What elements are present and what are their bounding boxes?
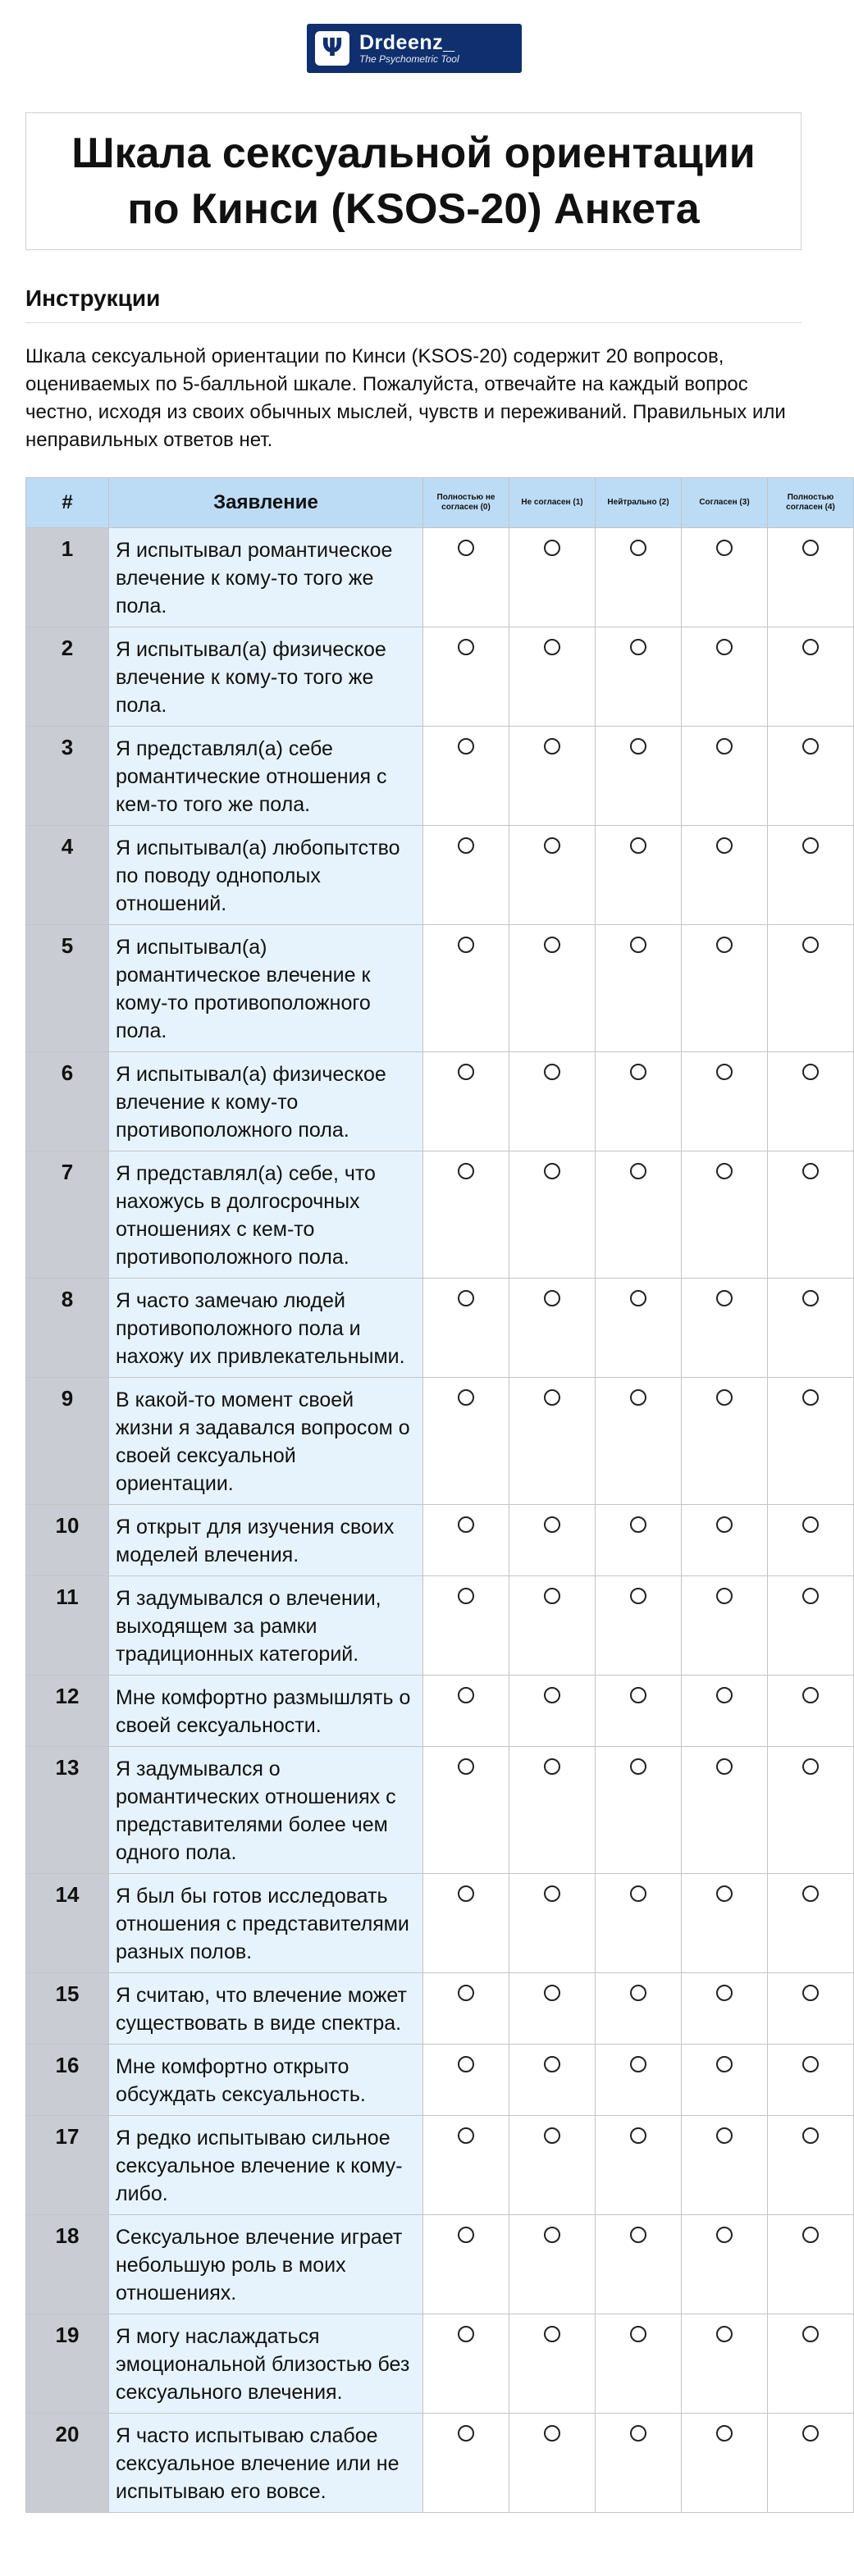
option-cell: [682, 1676, 768, 1747]
option-cell: [768, 1973, 854, 2045]
statement-text: Я представлял(а) себе, что нахожусь в долгосрочных отношениях с кем-то противоположного пола.: [109, 1151, 423, 1279]
radio-button-option-2[interactable]: [630, 2425, 646, 2442]
page-title: Шкала сексуальной ориентации по Кинси (KSOS-20) Анкета: [71, 130, 756, 233]
table-row: [26, 2116, 854, 2215]
radio-button-option-1[interactable]: [544, 1885, 560, 1902]
radio-button-option-1[interactable]: [544, 1064, 560, 1080]
radio-button-option-2[interactable]: [630, 1064, 646, 1080]
radio-button-option-3[interactable]: [716, 2056, 733, 2072]
row-number: 16: [26, 2045, 109, 2116]
option-cell: [768, 1874, 854, 1973]
option-cell: [509, 1151, 596, 1279]
instructions-heading: Инструкции: [25, 285, 161, 311]
row-number: 14: [26, 1874, 109, 1973]
table-row: [26, 1505, 854, 1576]
statement-text: Я открыт для изучения своих моделей влечения.: [109, 1505, 423, 1576]
row-number: 5: [26, 925, 109, 1052]
statement-text: Я могу наслаждаться эмоциональной близостью без сексуального влечения.: [109, 2314, 423, 2414]
radio-button-option-0[interactable]: [458, 2425, 474, 2442]
radio-button-option-2[interactable]: [630, 2127, 646, 2144]
radio-button-option-4[interactable]: [802, 1516, 819, 1533]
row-number: 8: [26, 1279, 109, 1378]
radio-button-option-2[interactable]: [630, 540, 646, 556]
radio-button-option-3[interactable]: [716, 1516, 733, 1533]
table-row: [26, 1874, 854, 1973]
option-cell: [768, 2314, 854, 2414]
col-header-statement: Заявление: [109, 478, 423, 528]
option-cell: [509, 2414, 596, 2513]
radio-button-option-0[interactable]: [458, 1064, 474, 1080]
option-cell: [682, 826, 768, 925]
option-cell: [423, 1279, 509, 1378]
option-cell: [768, 2215, 854, 2314]
row-number: 19: [26, 2314, 109, 2414]
option-cell: [682, 2215, 768, 2314]
radio-button-option-4[interactable]: [802, 1163, 819, 1179]
option-cell: [682, 1747, 768, 1874]
radio-button-option-0[interactable]: [458, 1516, 474, 1533]
psi-logo-icon: Ψ: [315, 31, 349, 66]
radio-button-option-0[interactable]: [458, 1985, 474, 2001]
radio-button-option-3[interactable]: [716, 1163, 733, 1179]
option-cell: [596, 2215, 682, 2314]
option-cell: [768, 2116, 854, 2215]
table-row: [26, 925, 854, 1052]
statement-text: В какой-то момент своей жизни я задавался вопросом о своей сексуальной ориентации.: [109, 1378, 423, 1505]
radio-button-option-4[interactable]: [802, 1687, 819, 1703]
radio-button-option-1[interactable]: [544, 1516, 560, 1533]
row-number: 4: [26, 826, 109, 925]
option-cell: [596, 1052, 682, 1151]
option-cell: [509, 1676, 596, 1747]
option-cell: [423, 1505, 509, 1576]
radio-button-option-2[interactable]: [630, 738, 646, 755]
statement-text: Я редко испытываю сильное сексуальное влечение к кому-либо.: [109, 2116, 423, 2215]
radio-button-option-2[interactable]: [630, 1389, 646, 1406]
option-cell: [423, 727, 509, 826]
radio-button-option-4[interactable]: [802, 639, 819, 655]
option-cell: [509, 1378, 596, 1505]
col-header-option-2: Нейтрально (2): [596, 478, 682, 528]
radio-button-option-4[interactable]: [802, 1758, 819, 1775]
radio-button-option-1[interactable]: [544, 1588, 560, 1604]
option-cell: [768, 925, 854, 1052]
option-cell: [682, 2116, 768, 2215]
option-cell: [682, 528, 768, 627]
radio-button-option-1[interactable]: [544, 2127, 560, 2144]
radio-button-option-1[interactable]: [544, 639, 560, 655]
radio-button-option-2[interactable]: [630, 1588, 646, 1604]
option-cell: [423, 1576, 509, 1676]
option-cell: [768, 1747, 854, 1874]
radio-button-option-2[interactable]: [630, 937, 646, 953]
brand-logo: [307, 24, 522, 73]
option-cell: [509, 2045, 596, 2116]
table-row: [26, 826, 854, 925]
radio-button-option-4[interactable]: [802, 2056, 819, 2072]
row-number: 13: [26, 1747, 109, 1874]
table-header-row: [26, 478, 854, 528]
brand-tagline: The Psychometric Tool: [359, 52, 459, 65]
option-cell: [768, 528, 854, 627]
option-cell: [682, 1279, 768, 1378]
table-row: [26, 2045, 854, 2116]
radio-button-option-2[interactable]: [630, 1985, 646, 2001]
radio-button-option-1[interactable]: [544, 540, 560, 556]
radio-button-option-4[interactable]: [802, 738, 819, 755]
radio-button-option-2[interactable]: [630, 2056, 646, 2072]
col-header-number: #: [26, 478, 109, 528]
option-cell: [423, 1151, 509, 1279]
statement-text: Я задумывался о влечении, выходящем за рамки традиционных категорий.: [109, 1576, 423, 1676]
radio-button-option-3[interactable]: [716, 837, 733, 854]
option-cell: [768, 1505, 854, 1576]
option-cell: [509, 1052, 596, 1151]
row-number: 7: [26, 1151, 109, 1279]
statement-text: Я испытывал(а) любопытство по поводу однополых отношений.: [109, 826, 423, 925]
option-cell: [509, 2116, 596, 2215]
option-cell: [768, 727, 854, 826]
radio-button-option-1[interactable]: [544, 2227, 560, 2243]
option-cell: [682, 627, 768, 727]
radio-button-option-1[interactable]: [544, 2326, 560, 2342]
option-cell: [423, 2414, 509, 2513]
table-row: [26, 1676, 854, 1747]
radio-button-option-3[interactable]: [716, 1885, 733, 1902]
table-row: [26, 1151, 854, 1279]
row-number: 10: [26, 1505, 109, 1576]
row-number: 11: [26, 1576, 109, 1676]
radio-button-option-4[interactable]: [802, 1985, 819, 2001]
radio-button-option-3[interactable]: [716, 937, 733, 953]
option-cell: [596, 925, 682, 1052]
radio-button-option-1[interactable]: [544, 2425, 560, 2442]
row-number: 20: [26, 2414, 109, 2513]
radio-button-option-0[interactable]: [458, 1687, 474, 1703]
option-cell: [509, 1747, 596, 1874]
row-number: 18: [26, 2215, 109, 2314]
radio-button-option-1[interactable]: [544, 1687, 560, 1703]
radio-button-option-3[interactable]: [716, 2425, 733, 2442]
option-cell: [423, 2116, 509, 2215]
option-cell: [596, 2045, 682, 2116]
option-cell: [596, 826, 682, 925]
option-cell: [682, 2314, 768, 2414]
statement-text: Я испытывал(а) романтическое влечение к кому-то противоположного пола.: [109, 925, 423, 1052]
option-cell: [509, 1279, 596, 1378]
row-number: 17: [26, 2116, 109, 2215]
radio-button-option-1[interactable]: [544, 1163, 560, 1179]
option-cell: [682, 1052, 768, 1151]
option-cell: [596, 1505, 682, 1576]
radio-button-option-0[interactable]: [458, 1290, 474, 1306]
statement-text: Мне комфортно открыто обсуждать сексуальность.: [109, 2045, 423, 2116]
option-cell: [768, 1676, 854, 1747]
radio-button-option-0[interactable]: [458, 2056, 474, 2072]
statement-text: Я испытывал(а) физическое влечение к кому-то противоположного пола.: [109, 1052, 423, 1151]
table-row: [26, 2414, 854, 2513]
option-cell: [423, 1378, 509, 1505]
radio-button-option-2[interactable]: [630, 837, 646, 854]
option-cell: [423, 1676, 509, 1747]
table-row: [26, 1279, 854, 1378]
option-cell: [509, 2314, 596, 2414]
radio-button-option-0[interactable]: [458, 639, 474, 655]
radio-button-option-4[interactable]: [802, 1064, 819, 1080]
option-cell: [682, 1973, 768, 2045]
radio-button-option-4[interactable]: [802, 837, 819, 854]
row-number: 15: [26, 1973, 109, 2045]
option-cell: [682, 2045, 768, 2116]
radio-button-option-0[interactable]: [458, 937, 474, 953]
radio-button-option-2[interactable]: [630, 1290, 646, 1306]
col-header-option-4: Полностью согласен (4): [768, 478, 854, 528]
radio-button-option-0[interactable]: [458, 2127, 474, 2144]
radio-button-option-4[interactable]: [802, 2227, 819, 2243]
col-header-option-1: Не согласен (1): [509, 478, 596, 528]
option-cell: [768, 1378, 854, 1505]
statement-text: Я представлял(а) себе романтические отношения с кем-то того же пола.: [109, 727, 423, 826]
radio-button-option-0[interactable]: [458, 738, 474, 755]
radio-button-option-0[interactable]: [458, 2227, 474, 2243]
option-cell: [768, 1576, 854, 1676]
row-number: 9: [26, 1378, 109, 1505]
radio-button-option-3[interactable]: [716, 1064, 733, 1080]
option-cell: [596, 1747, 682, 1874]
option-cell: [423, 826, 509, 925]
radio-button-option-0[interactable]: [458, 1588, 474, 1604]
radio-button-option-4[interactable]: [802, 2425, 819, 2442]
option-cell: [596, 1576, 682, 1676]
radio-button-option-3[interactable]: [716, 2326, 733, 2342]
statement-text: Я считаю, что влечение может существовать в виде спектра.: [109, 1973, 423, 2045]
brand-name: Drdeenz_: [359, 30, 455, 54]
table-row: [26, 528, 854, 627]
table-row: [26, 1747, 854, 1874]
radio-button-option-1[interactable]: [544, 1758, 560, 1775]
option-cell: [596, 2116, 682, 2215]
option-cell: [768, 1052, 854, 1151]
radio-button-option-3[interactable]: [716, 738, 733, 755]
statement-text: Я испытывал романтическое влечение к кому-то того же пола.: [109, 528, 423, 627]
radio-button-option-3[interactable]: [716, 1290, 733, 1306]
radio-button-option-0[interactable]: [458, 2326, 474, 2342]
radio-button-option-2[interactable]: [630, 1687, 646, 1703]
radio-button-option-2[interactable]: [630, 2227, 646, 2243]
option-cell: [768, 2045, 854, 2116]
radio-button-option-4[interactable]: [802, 2127, 819, 2144]
table-row: [26, 1378, 854, 1505]
option-cell: [509, 528, 596, 627]
option-cell: [509, 925, 596, 1052]
option-cell: [596, 1874, 682, 1973]
radio-button-option-3[interactable]: [716, 540, 733, 556]
table-row: [26, 2215, 854, 2314]
radio-button-option-4[interactable]: [802, 937, 819, 953]
radio-button-option-1[interactable]: [544, 937, 560, 953]
radio-button-option-3[interactable]: [716, 1985, 733, 2001]
option-cell: [596, 1378, 682, 1505]
radio-button-option-0[interactable]: [458, 1885, 474, 1902]
option-cell: [423, 925, 509, 1052]
statement-text: Я часто испытываю слабое сексуальное влечение или не испытываю его вовсе.: [109, 2414, 423, 2513]
radio-button-option-1[interactable]: [544, 1290, 560, 1306]
option-cell: [768, 2414, 854, 2513]
option-cell: [682, 925, 768, 1052]
option-cell: [768, 627, 854, 727]
option-cell: [596, 1676, 682, 1747]
radio-button-option-4[interactable]: [802, 1389, 819, 1406]
option-cell: [596, 727, 682, 826]
option-cell: [682, 1378, 768, 1505]
radio-button-option-0[interactable]: [458, 1758, 474, 1775]
option-cell: [682, 1874, 768, 1973]
radio-button-option-1[interactable]: [544, 1389, 560, 1406]
table-row: [26, 627, 854, 727]
row-number: 2: [26, 627, 109, 727]
option-cell: [596, 1151, 682, 1279]
option-cell: [509, 1576, 596, 1676]
radio-button-option-0[interactable]: [458, 837, 474, 854]
option-cell: [596, 2414, 682, 2513]
radio-button-option-4[interactable]: [802, 540, 819, 556]
table-row: [26, 2314, 854, 2414]
statement-text: Я задумывался о романтических отношениях с представителями более чем одного пола.: [109, 1747, 423, 1874]
radio-button-option-0[interactable]: [458, 540, 474, 556]
option-cell: [682, 1505, 768, 1576]
option-cell: [596, 627, 682, 727]
title-box: [25, 112, 801, 250]
option-cell: [423, 627, 509, 727]
table-row: [26, 727, 854, 826]
option-cell: [509, 826, 596, 925]
option-cell: [423, 2045, 509, 2116]
option-cell: [423, 2314, 509, 2414]
col-header-option-3: Согласен (3): [682, 478, 768, 528]
radio-button-option-3[interactable]: [716, 639, 733, 655]
radio-button-option-1[interactable]: [544, 2056, 560, 2072]
radio-button-option-3[interactable]: [716, 2127, 733, 2144]
statement-text: Я часто замечаю людей противоположного пола и нахожу их привлекательными.: [109, 1279, 423, 1378]
radio-button-option-0[interactable]: [458, 1163, 474, 1179]
radio-button-option-2[interactable]: [630, 1163, 646, 1179]
radio-button-option-2[interactable]: [630, 1516, 646, 1533]
option-cell: [509, 1973, 596, 2045]
statement-text: Сексуальное влечение играет небольшую роль в моих отношениях.: [109, 2215, 423, 2314]
option-cell: [768, 826, 854, 925]
radio-button-option-3[interactable]: [716, 1389, 733, 1406]
table-row: [26, 1973, 854, 2045]
option-cell: [682, 1151, 768, 1279]
option-cell: [423, 1874, 509, 1973]
option-cell: [509, 627, 596, 727]
instructions-text: Шкала сексуальной ориентации по Кинси (KSOS-20) содержит 20 вопросов, оцениваемых по 5-балльной шкале. Пожалуйста, отвечайте на каждый вопрос честно, исходя из своих обычных мыслей, чувств и переживаний. Правильных или неправильных ответов нет.: [25, 345, 786, 451]
option-cell: [682, 727, 768, 826]
statement-text: Я испытывал(а) физическое влечение к кому-то того же пола.: [109, 627, 423, 727]
option-cell: [596, 1279, 682, 1378]
option-cell: [509, 1505, 596, 1576]
option-cell: [509, 727, 596, 826]
radio-button-option-2[interactable]: [630, 1885, 646, 1902]
col-header-option-0: Полностью не согласен (0): [423, 478, 509, 528]
radio-button-option-4[interactable]: [802, 1588, 819, 1604]
radio-button-option-2[interactable]: [630, 639, 646, 655]
radio-button-option-1[interactable]: [544, 738, 560, 755]
questionnaire-table: [25, 477, 854, 2513]
statement-text: Я был бы готов исследовать отношения с представителями разных полов.: [109, 1874, 423, 1973]
table-row: [26, 1052, 854, 1151]
option-cell: [509, 2215, 596, 2314]
row-number: 6: [26, 1052, 109, 1151]
option-cell: [423, 1052, 509, 1151]
radio-button-option-0[interactable]: [458, 1389, 474, 1406]
option-cell: [423, 2215, 509, 2314]
radio-button-option-3[interactable]: [716, 1758, 733, 1775]
radio-button-option-1[interactable]: [544, 1985, 560, 2001]
option-cell: [768, 1151, 854, 1279]
option-cell: [768, 1279, 854, 1378]
radio-button-option-3[interactable]: [716, 1687, 733, 1703]
radio-button-option-2[interactable]: [630, 2326, 646, 2342]
option-cell: [423, 1747, 509, 1874]
option-cell: [423, 1973, 509, 2045]
option-cell: [682, 2414, 768, 2513]
row-number: 3: [26, 727, 109, 826]
radio-button-option-1[interactable]: [544, 837, 560, 854]
radio-button-option-3[interactable]: [716, 1588, 733, 1604]
option-cell: [423, 528, 509, 627]
row-number: 1: [26, 528, 109, 627]
table-row: [26, 1576, 854, 1676]
radio-button-option-2[interactable]: [630, 1758, 646, 1775]
radio-button-option-3[interactable]: [716, 2227, 733, 2243]
option-cell: [509, 1874, 596, 1973]
option-cell: [596, 528, 682, 627]
option-cell: [596, 1973, 682, 2045]
radio-button-option-4[interactable]: [802, 1885, 819, 1902]
option-cell: [682, 1576, 768, 1676]
radio-button-option-4[interactable]: [802, 2326, 819, 2342]
radio-button-option-4[interactable]: [802, 1290, 819, 1306]
statement-text: Мне комфортно размышлять о своей сексуальности.: [109, 1676, 423, 1747]
divider: [25, 322, 801, 323]
option-cell: [596, 2314, 682, 2414]
row-number: 12: [26, 1676, 109, 1747]
